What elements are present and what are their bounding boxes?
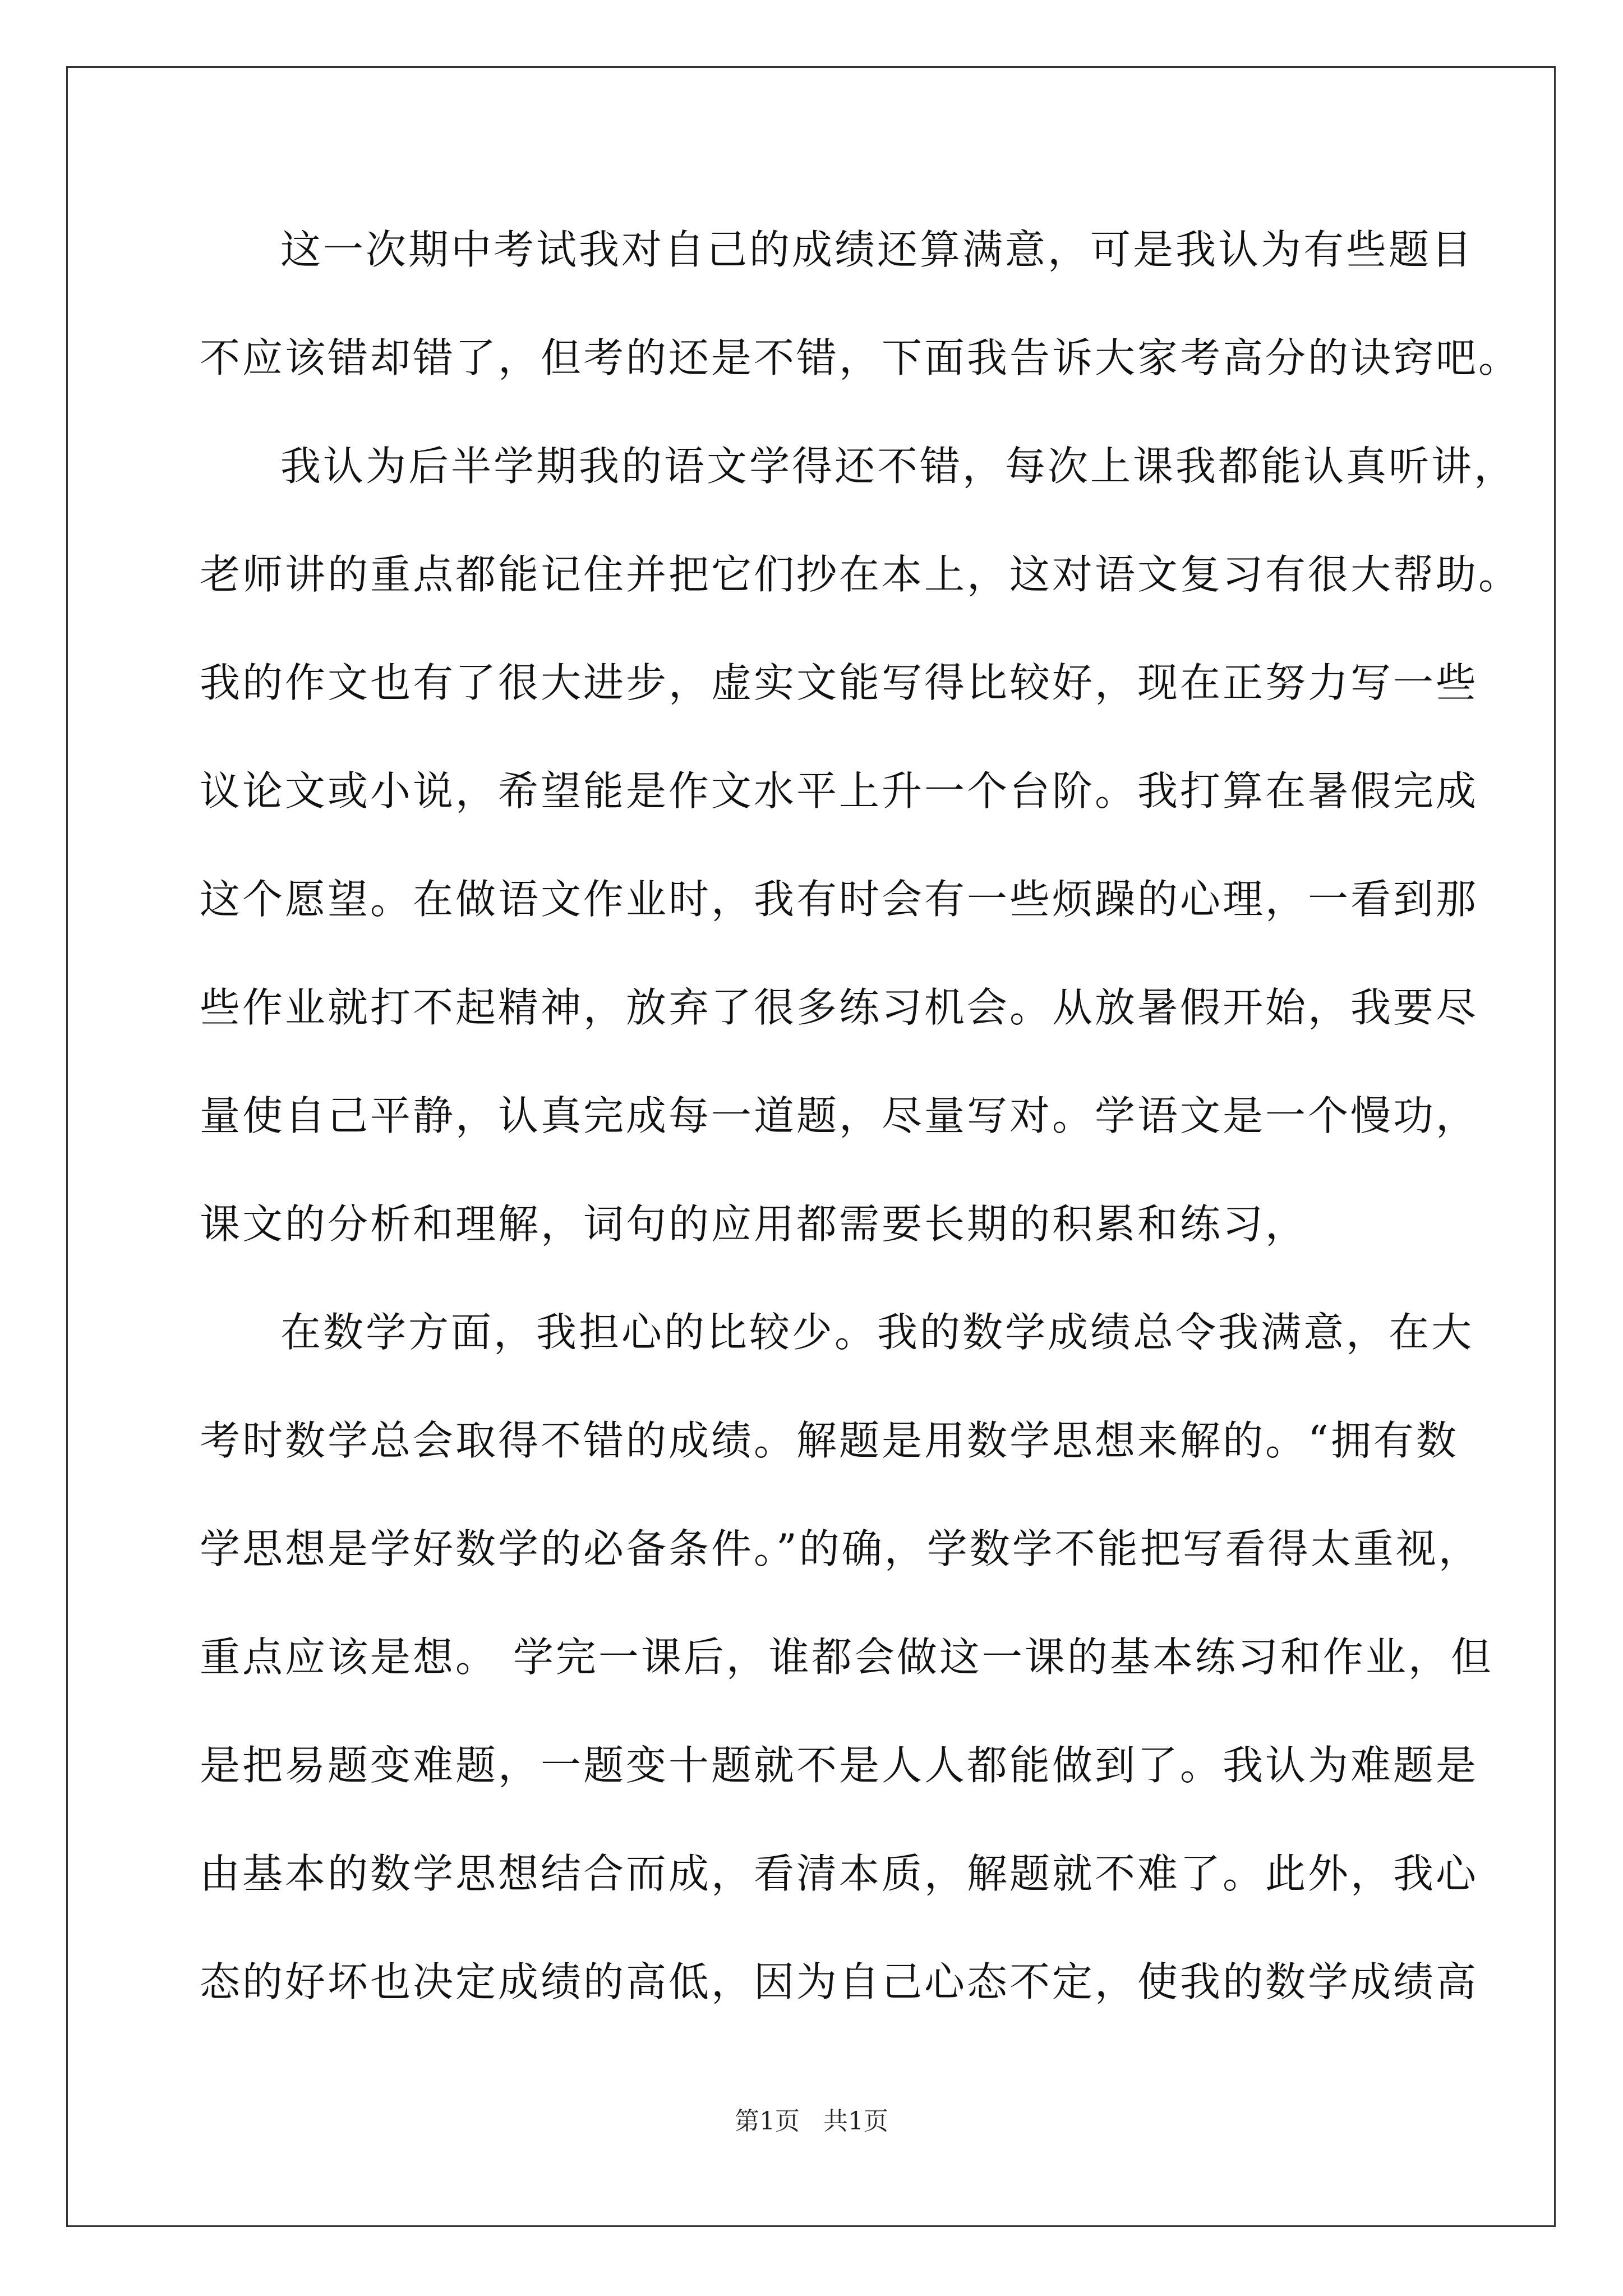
paragraph-1-line-1: 这一次期中考试我对自己的成绩还算满意，可是我认为有些题目 <box>280 226 1474 273</box>
paragraph-3-line-7: 态的好坏也决定成绩的高低，因为自己心态不定，使我的数学成绩高 <box>200 1958 1479 2005</box>
page-number-current: 第1页 <box>735 2107 800 2136</box>
paragraph-2-line-3: 我的作文也有了很大进步，虚实文能写得比较好，现在正努力写一些 <box>200 659 1479 706</box>
page-footer <box>0 2101 1623 2137</box>
paragraph-3-line-3: 学思想是学好数学的必备条件。”的确，学数学不能把写看得太重视， <box>200 1525 1481 1572</box>
paragraph-2-line-1: 我认为后半学期我的语文学得还不错，每次上课我都能认真听讲， <box>280 443 1517 490</box>
paragraph-3-line-6: 由基本的数学思想结合而成，看清本质，解题就不难了。此外，我心 <box>200 1850 1479 1897</box>
paragraph-2-line-4: 议论文或小说，希望能是作文水平上升一个台阶。我打算在暑假完成 <box>200 767 1479 815</box>
paragraph-3-line-2: 考时数学总会取得不错的成绩。解题是用数学思想来解的。“拥有数 <box>200 1417 1459 1464</box>
paragraph-3-line-1: 在数学方面，我担心的比较少。我的数学成绩总令我满意，在大 <box>280 1309 1474 1356</box>
paragraph-1-line-2: 不应该错却错了，但考的还是不错，下面我告诉大家考高分的诀窍吧。 <box>200 334 1521 381</box>
paragraph-3-line-5: 是把易题变难题，一题变十题就不是人人都能做到了。我认为难题是 <box>200 1742 1479 1789</box>
paragraph-2-line-7: 量使自己平静，认真完成每一道题，尽量写对。学语文是一个慢功， <box>200 1092 1479 1139</box>
paragraph-2-line-2: 老师讲的重点都能记住并把它们抄在本上，这对语文复习有很大帮助。 <box>200 551 1521 598</box>
page-number-total: 共1页 <box>823 2107 888 2136</box>
paragraph-2-line-5: 这个愿望。在做语文作业时，我有时会有一些烦躁的心理，一看到那 <box>200 876 1479 923</box>
paragraph-2-line-8: 课文的分析和理解，词句的应用都需要长期的积累和练习， <box>200 1200 1308 1248</box>
paragraph-2-line-6: 些作业就打不起精神，放弃了很多练习机会。从放暑假开始，我要尽 <box>200 984 1479 1031</box>
paragraph-3-line-4: 重点应该是想。 学完一课后，谁都会做这一课的基本练习和作业，但 <box>200 1634 1493 1681</box>
